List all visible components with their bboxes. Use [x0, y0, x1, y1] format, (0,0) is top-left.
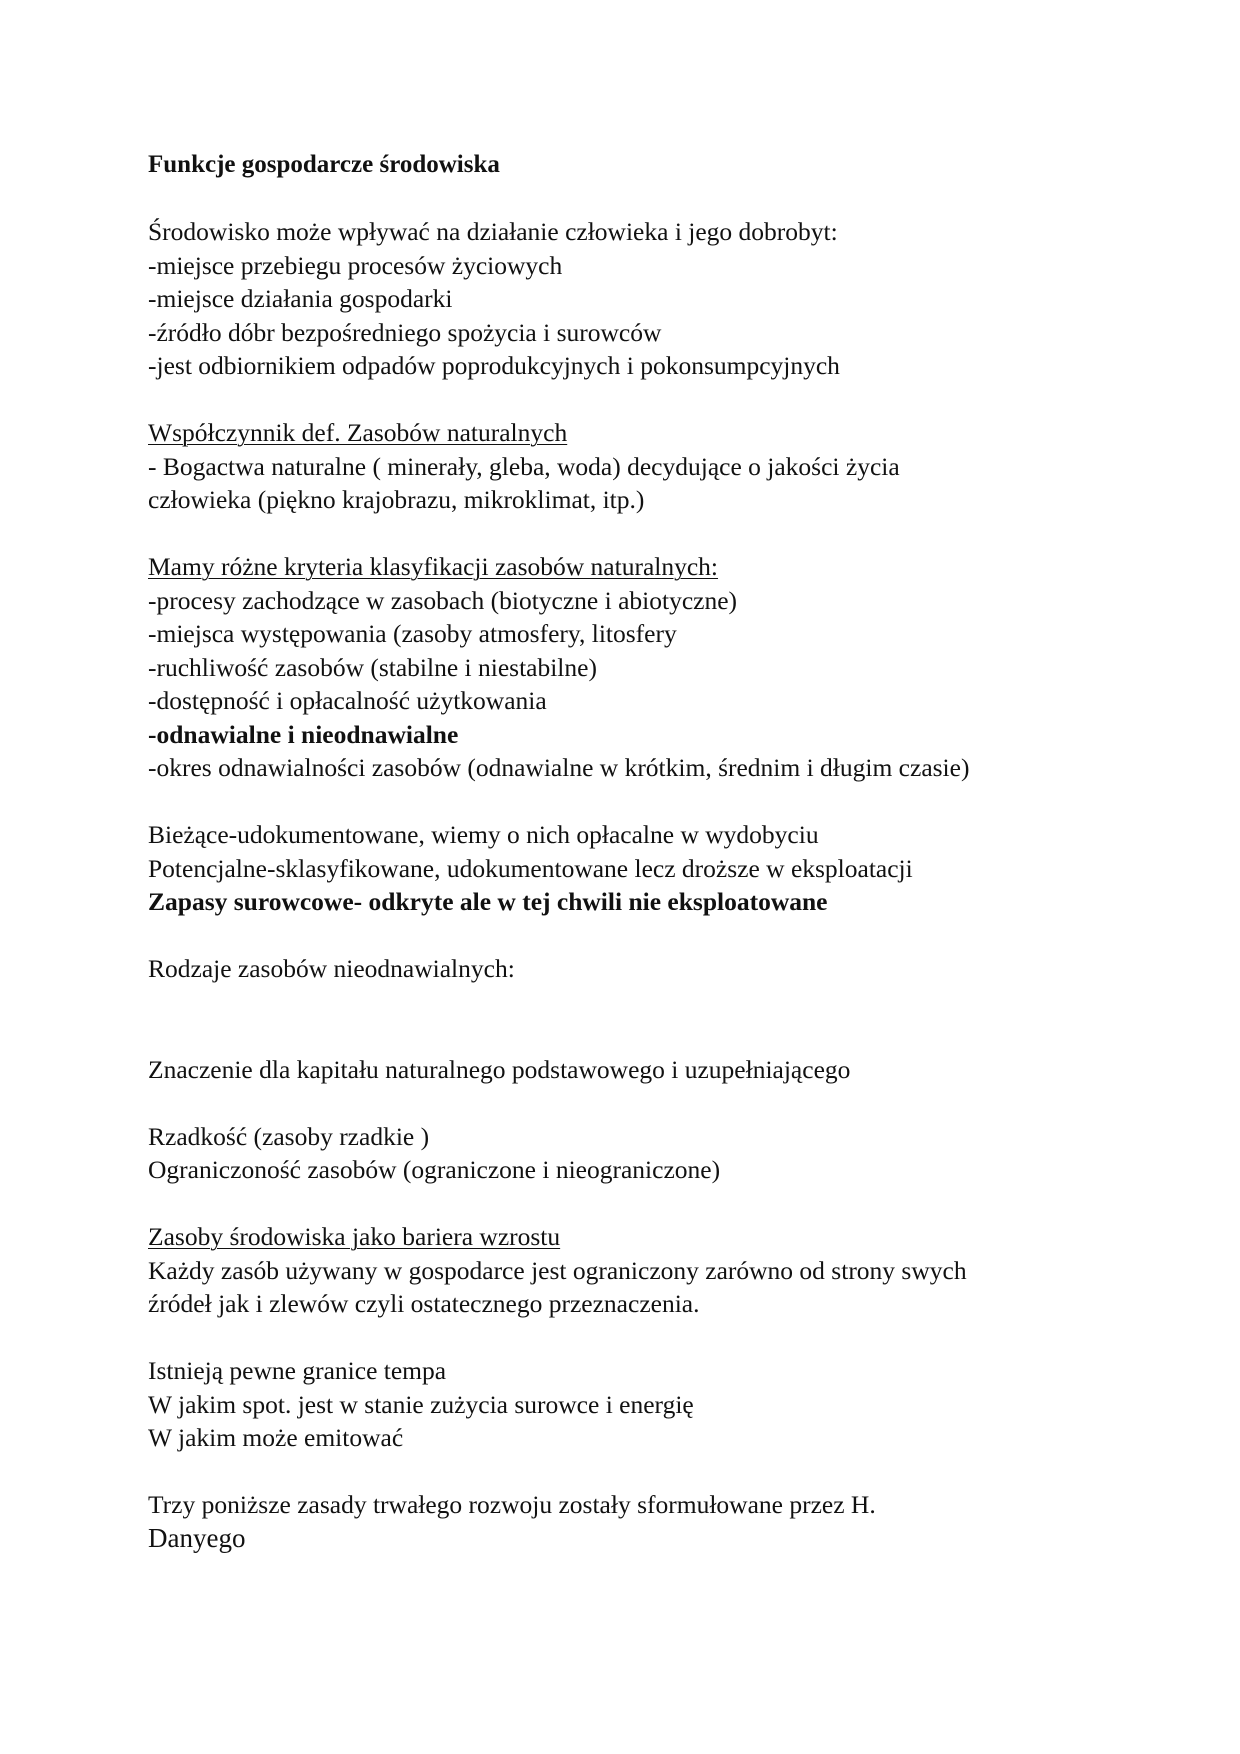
criteria-heading: Mamy różne kryteria klasyfikacji zasobów naturalnych:	[148, 552, 719, 581]
principles-line: Danyego	[148, 1522, 246, 1553]
deposit-line: Potencjalne-sklasyfikowane, udokumentowane lecz droższe w eksploatacji	[148, 853, 913, 883]
document-title: Funkcje gospodarcze środowiska	[148, 151, 500, 178]
function-item: -miejsce przebiegu procesów życiowych	[148, 250, 563, 280]
criteria-item: -odnawialne i nieodnawialne	[148, 719, 459, 749]
limits-line: W jakim może emitować	[148, 1423, 404, 1452]
function-item: -jest odbiornikiem odpadów poprodukcyjnych i pokonsumpcyjnych	[148, 351, 840, 380]
criteria-item: -miejsca występowania (zasoby atmosfery, litosfery	[148, 619, 677, 648]
scarcity-line: Rzadkość (zasoby rzadkie )	[148, 1121, 430, 1151]
criteria-item: -okres odnawialności zasobów (odnawialne w krótkim, średnim i długim czasie)	[148, 753, 970, 782]
criteria-item: -procesy zachodzące w zasobach (biotyczne i abiotyczne)	[148, 585, 738, 615]
criteria-item: -ruchliwość zasobów (stabilne i niestabilne)	[148, 652, 597, 682]
function-item: -źródło dóbr bezpośredniego spożycia i surowców	[148, 317, 662, 347]
criteria-item: -dostępność i opłacalność użytkowania	[148, 686, 547, 715]
scarcity-line: Ograniczoność zasobów (ograniczone i nieograniczone)	[148, 1155, 721, 1184]
deposit-line: Bieżące-udokumentowane, wiemy o nich opłacalne w wydobyciu	[148, 820, 819, 849]
limits-line: Istnieją pewne granice tempa	[148, 1356, 447, 1385]
document-body	[148, 148, 1098, 1555]
principles-line: Trzy poniższe zasady trwałego rozwoju zostały sformułowane przez H.	[148, 1490, 876, 1519]
barrier-heading: Zasoby środowiska jako bariera wzrostu	[148, 1222, 561, 1251]
definition-line: - Bogactwa naturalne ( minerały, gleba, woda) decydujące o jakości życia	[148, 451, 900, 481]
definition-heading: Współczynnik def. Zasobów naturalnych	[148, 418, 568, 447]
nonrenewable-heading: Rodzaje zasobów nieodnawialnych:	[148, 954, 515, 983]
intro-line: Środowisko może wpływać na działanie człowieka i jego dobrobyt:	[148, 217, 838, 246]
function-item: -miejsce działania gospodarki	[148, 284, 453, 313]
capital-line: Znaczenie dla kapitału naturalnego podstawowego i uzupełniającego	[148, 1054, 851, 1084]
barrier-line: źródeł jak i zlewów czyli ostatecznego przeznaczenia.	[148, 1289, 700, 1318]
barrier-line: Każdy zasób używany w gospodarce jest ograniczony zarówno od strony swych	[148, 1255, 967, 1285]
definition-line: człowieka (piękno krajobrazu, mikroklimat, itp.)	[148, 485, 645, 514]
deposit-line: Zapasy surowcowe- odkryte ale w tej chwili nie eksploatowane	[148, 887, 828, 916]
limits-line: W jakim spot. jest w stanie zużycia surowce i energię	[148, 1389, 694, 1419]
